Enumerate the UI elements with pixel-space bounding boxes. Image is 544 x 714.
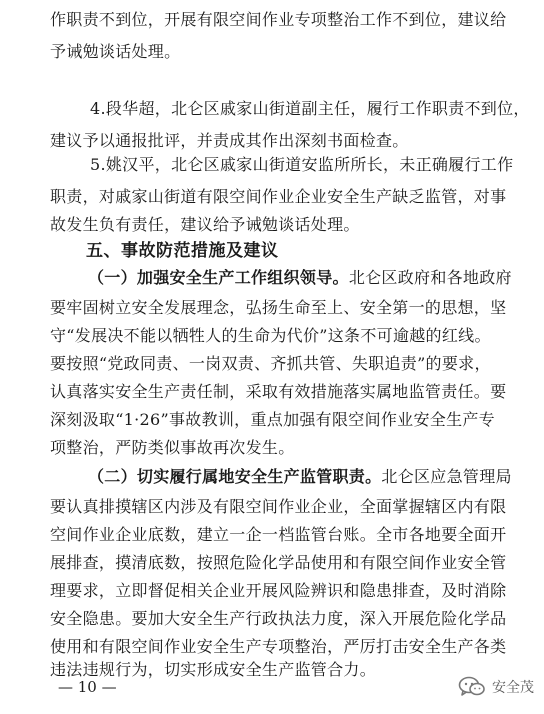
text-line: 使用和有限空间作业安全生产专项整治，严厉打击安全生产各类 xyxy=(50,637,507,656)
text-line: 要按照“党政同责、一岗双责、齐抓共管、失职追责”的要求， xyxy=(50,354,491,373)
text-line: 5.姚汉平，北仑区戚家山街道安监所所长，未正确履行工作 xyxy=(90,155,514,174)
text-line: 要认真排摸辖区内涉及有限空间作业企业，全面掌握辖区内有限 xyxy=(50,497,507,516)
para1-first-line xyxy=(88,268,512,288)
para2-lead: （二）切实履行属地安全生产监管职责。 xyxy=(88,467,382,486)
text-line: 理要求，立即督促相关企业开展风险辨识和隐患排查，及时消除 xyxy=(50,581,507,600)
text-line: 守“发展决不能以牺牲人的生命为代价”这条不可逾越的红线。 xyxy=(50,326,491,345)
text-line: 项整治，严防类似事故再次发生。 xyxy=(50,438,295,457)
para1-first-rest: 北仑区政府和各地政府 xyxy=(348,268,512,287)
text-line: 职责，对戚家山街道有限空间作业企业安全生产缺乏监管，对事 xyxy=(50,187,507,206)
watermark-label: 安全茂 xyxy=(492,680,534,696)
text-line: 深刻汲取“1·26”事故教训，重点加强有限空间作业安全生产专 xyxy=(50,410,495,429)
para2-first-rest: 北仑区应急管理局 xyxy=(381,467,512,486)
text-line: 作职责不到位，开展有限空间作业专项整治工作不到位，建议给 xyxy=(50,10,507,29)
text-line: 故发生负有责任，建议给予诫勉谈话处理。 xyxy=(50,215,360,234)
text-line: 违法违规行为，切实形成安全生产监管合力。 xyxy=(50,660,377,679)
text-line: 安全隐患。要加大安全生产行政执法力度，深入开展危险化学品 xyxy=(50,609,507,628)
text-line: 4.段华超，北仑区戚家山街道副主任，履行工作职责不到位， xyxy=(90,99,530,118)
text-line: 建议予以通报批评，并责成其作出深刻书面检查。 xyxy=(50,131,409,150)
page-number: — 10 — xyxy=(58,678,117,696)
text-line: 展排查，摸清底数，按照危险化学品使用和有限空间作业安全管 xyxy=(50,553,507,572)
text-line: 要牢固树立安全发展理念，弘扬生命至上、安全第一的思想，坚 xyxy=(50,298,507,317)
para2-first-line xyxy=(88,467,512,487)
text-line: 认真落实安全生产责任制，采取有效措施落实属地监管责任。要 xyxy=(50,382,507,401)
text-line: 予诫勉谈话处理。 xyxy=(50,42,181,61)
watermark xyxy=(458,676,534,698)
para1-lead: （一）加强安全生产工作组织领导。 xyxy=(88,268,349,287)
section-heading: 五、事故防范措施及建议 xyxy=(86,241,279,261)
text-line: 空间作业企业底数，建立一企一档监管台账。全市各地要全面开 xyxy=(50,525,507,544)
wechat-icon xyxy=(458,676,486,698)
